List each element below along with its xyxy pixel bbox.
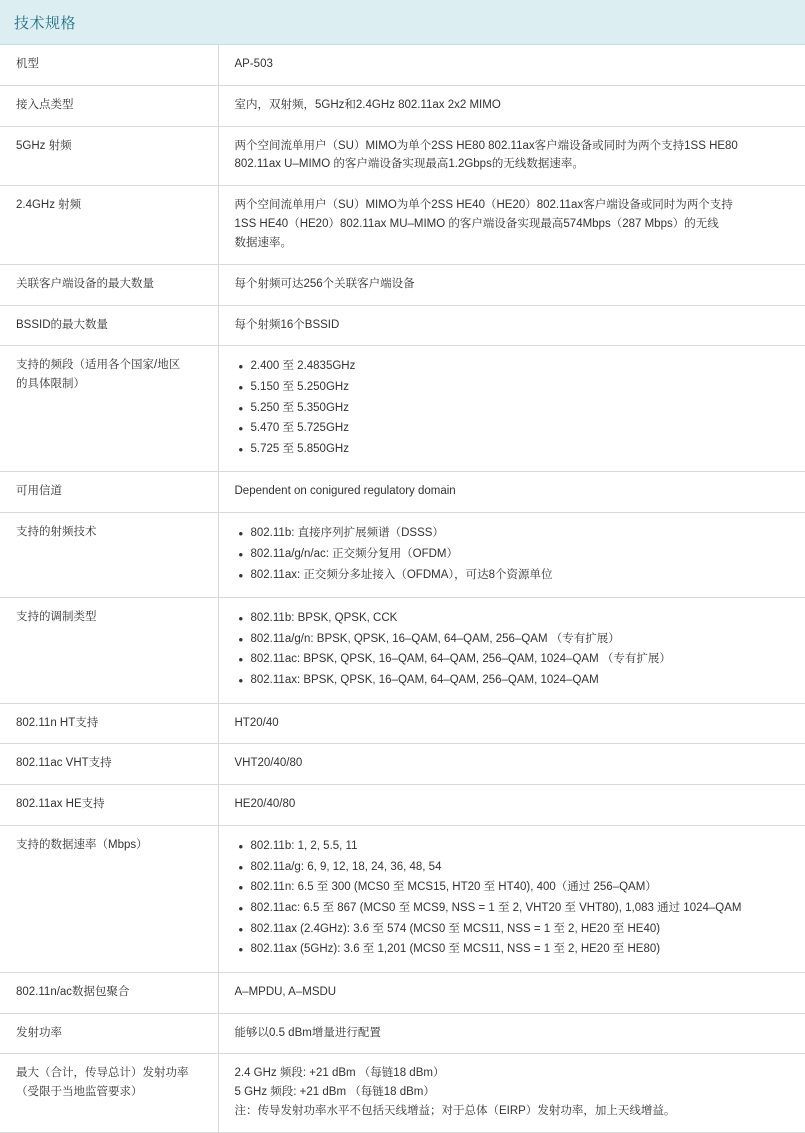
spec-value <box>218 186 805 264</box>
list-item: • 802.11a/g/n: BPSK, QPSK, 16–QAM, 64–QAM, 256–QAM （专有扩展） <box>251 630 792 651</box>
spec-label <box>0 598 218 704</box>
spec-label <box>0 126 218 186</box>
spec-value <box>218 346 805 472</box>
spec-label-text: 支持的数据速率（Mbps） <box>16 839 148 852</box>
spec-label <box>0 513 218 598</box>
list-item: • 802.11a/g/n/ac: 正交频分复用（OFDM） <box>251 545 792 566</box>
spec-label-text: BSSID的最大数量 <box>16 318 109 331</box>
spec-label-line: 最大（合计，传导总计）发射功率 <box>16 1067 189 1080</box>
spec-label <box>0 744 218 785</box>
table-row <box>0 972 805 1013</box>
list-item: • 5.150 至 5.250GHz <box>251 378 792 399</box>
spec-value <box>218 744 805 785</box>
spec-label <box>0 826 218 973</box>
spec-value <box>218 45 805 86</box>
table-row <box>0 826 805 973</box>
list-item: • 802.11b: 1, 2, 5.5, 11 <box>251 837 792 858</box>
spec-bullet-list <box>235 357 792 460</box>
spec-value <box>218 85 805 126</box>
list-item: • 802.11b: 直接序列扩展频谱（DSSS） <box>251 524 792 545</box>
table-row <box>0 513 805 598</box>
list-item: • 5.250 至 5.350GHz <box>251 399 792 420</box>
spec-label-line: （受限于当地监管要求） <box>16 1086 143 1099</box>
table-row <box>0 703 805 744</box>
spec-value <box>218 785 805 826</box>
spec-label <box>0 85 218 126</box>
list-item: • 802.11ax: BPSK, QPSK, 16–QAM, 64–QAM, 256–QAM, 1024–QAM <box>251 671 792 692</box>
spec-value-text: A–MPDU, A–MSDU <box>234 985 337 998</box>
table-row <box>0 1013 805 1054</box>
spec-value-text: 每个射频16个BSSID <box>234 318 340 331</box>
spec-label-text: 5GHz 射频 <box>16 139 72 152</box>
spec-value-line: 两个空间流单用户（SU）MIMO为单个2SS HE40（HE20）802.11ax客户端设备或同时为两个支持 <box>234 199 733 212</box>
table-row <box>0 1054 805 1132</box>
table-row <box>0 305 805 346</box>
table-title-row <box>0 0 805 45</box>
spec-value <box>218 472 805 513</box>
spec-label-text: 2.4GHz 射频 <box>16 199 82 212</box>
spec-label <box>0 346 218 472</box>
table-row <box>0 472 805 513</box>
spec-value-text: VHT20/40/80 <box>234 757 303 770</box>
spec-label-line: 的具体限制） <box>16 378 85 391</box>
spec-value-text: Dependent on conigured regulatory domain <box>234 485 456 498</box>
table-row <box>0 744 805 785</box>
spec-value <box>218 264 805 305</box>
table-row <box>0 785 805 826</box>
table-row <box>0 126 805 186</box>
spec-label-text: 支持的调制类型 <box>16 611 97 624</box>
spec-value-text: HT20/40 <box>234 716 279 729</box>
list-item: • 802.11ac: 6.5 至 867 (MCS0 至 MCS9, NSS = 1 至 2, VHT20 至 VHT80), 1,083 通过 1024–QAM <box>251 899 792 920</box>
spec-label <box>0 305 218 346</box>
list-item: • 802.11n: 6.5 至 300 (MCS0 至 MCS15, HT20 至 HT40), 400（通过 256–QAM） <box>251 878 792 899</box>
spec-label-text: 802.11ac VHT支持 <box>16 757 112 770</box>
spec-bullet-list <box>235 837 792 961</box>
table-title-cell <box>0 0 805 45</box>
spec-value-line: 5 GHz 频段: +21 dBm （每链18 dBm） <box>234 1086 435 1099</box>
spec-label-text: 可用信道 <box>16 485 62 498</box>
spec-label <box>0 264 218 305</box>
spec-label-text: 关联客户端设备的最大数量 <box>16 277 154 290</box>
spec-value-line: 802.11ax U–MIMO 的客户端设备实现最高1.2Gbps的无线数据速率。 <box>234 158 584 171</box>
list-item: • 802.11ax (2.4GHz): 3.6 至 574 (MCS0 至 MCS11, NSS = 1 至 2, HE20 至 HE40) <box>251 920 792 941</box>
spec-label-text: 802.11n HT支持 <box>16 716 99 729</box>
spec-value-line: 1SS HE40（HE20）802.11ax MU–MIMO 的客户端设备实现最高574Mbps（287 Mbps）的无线 <box>234 218 719 231</box>
spec-label <box>0 1013 218 1054</box>
spec-label <box>0 1054 218 1132</box>
list-item: • 2.400 至 2.4835GHz <box>251 357 792 378</box>
spec-value-line: 2.4 GHz 频段: +21 dBm （每链18 dBm） <box>234 1067 445 1080</box>
spec-value <box>218 703 805 744</box>
spec-label <box>0 45 218 86</box>
spec-label-text: 802.11ax HE支持 <box>16 798 105 811</box>
list-item: • 802.11ax (5GHz): 3.6 至 1,201 (MCS0 至 MCS11, NSS = 1 至 2, HE20 至 HE80) <box>251 940 792 961</box>
spec-value-line: 数据速率。 <box>234 236 292 249</box>
spec-label-text: 发射功率 <box>16 1026 62 1039</box>
spec-value <box>218 1054 805 1132</box>
page-title: 技术规格 <box>14 15 77 32</box>
spec-bullet-list <box>235 609 792 692</box>
spec-bullet-list <box>235 524 792 586</box>
spec-label-text: 支持的射频技术 <box>16 526 97 539</box>
spec-value-text: 能够以0.5 dBm增量进行配置 <box>234 1026 381 1039</box>
list-item: • 802.11b: BPSK, QPSK, CCK <box>251 609 792 630</box>
list-item: • 5.470 至 5.725GHz <box>251 419 792 440</box>
table-row <box>0 85 805 126</box>
spec-label <box>0 972 218 1013</box>
spec-value-text: 室内，双射频，5GHz和2.4GHz 802.11ax 2x2 MIMO <box>234 98 501 111</box>
table-row <box>0 186 805 264</box>
list-item: • 5.725 至 5.850GHz <box>251 440 792 461</box>
spec-label <box>0 703 218 744</box>
table-row <box>0 264 805 305</box>
list-item: • 802.11ac: BPSK, QPSK, 16–QAM, 64–QAM, 256–QAM, 1024–QAM （专有扩展） <box>251 650 792 671</box>
spec-value <box>218 1013 805 1054</box>
spec-value-text: HE20/40/80 <box>234 798 296 811</box>
table-body <box>0 45 805 1133</box>
spec-label-text: 接入点类型 <box>16 98 74 111</box>
list-item: • 802.11a/g: 6, 9, 12, 18, 24, 36, 48, 54 <box>251 858 792 879</box>
spec-value-line: 两个空间流单用户（SU）MIMO为单个2SS HE80 802.11ax客户端设备或同时为两个支持1SS HE80 <box>234 139 738 152</box>
spec-value <box>218 598 805 704</box>
spec-value-line: 注：传导发射功率水平不包括天线增益；对于总体（EIRP）发射功率，加上天线增益。 <box>234 1105 676 1118</box>
list-item: • 802.11ax: 正交频分多址接入（OFDMA），可达8个资源单位 <box>251 566 792 587</box>
spec-label-line: 支持的频段（适用各个国家/地区 <box>16 359 181 372</box>
table-row <box>0 45 805 86</box>
spec-value <box>218 826 805 973</box>
spec-value <box>218 305 805 346</box>
spec-label <box>0 472 218 513</box>
table-row <box>0 346 805 472</box>
spec-value <box>218 972 805 1013</box>
spec-label <box>0 785 218 826</box>
spec-value <box>218 126 805 186</box>
spec-label <box>0 186 218 264</box>
spec-value-text: AP-503 <box>234 58 273 70</box>
spec-label-text: 机型 <box>16 58 39 70</box>
spec-value <box>218 513 805 598</box>
spec-label-text: 802.11n/ac数据包聚合 <box>16 985 130 998</box>
table-row <box>0 598 805 704</box>
spec-value-text: 每个射频可达256个关联客户端设备 <box>234 277 415 290</box>
